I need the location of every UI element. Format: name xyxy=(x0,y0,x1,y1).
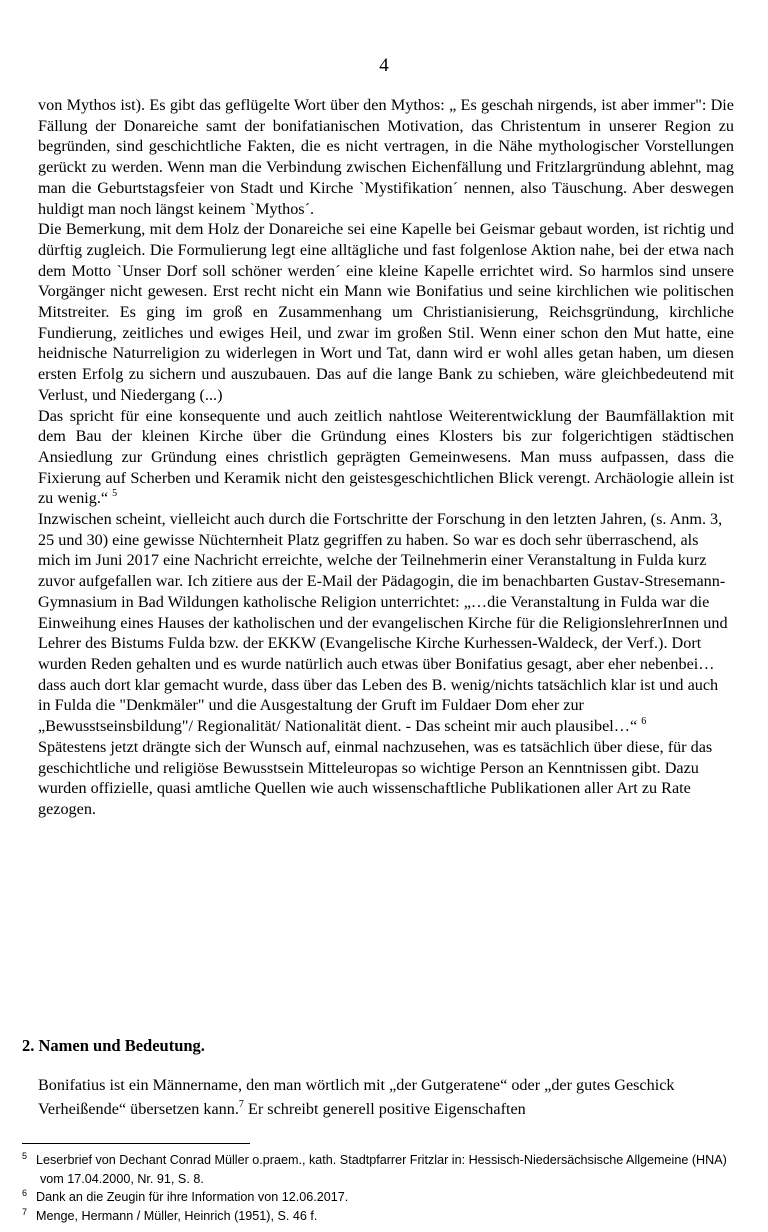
section-paragraph xyxy=(38,1073,738,1121)
body-text xyxy=(38,95,734,820)
paragraph-text: von Mythos ist). Es gibt das geflügelte Wort über den Mythos: „ Es geschah nirgends, ist aber immer": Die Fällung der Donareiche samt der bonifatianischen Motivation, das Christentum in unserer Region zu begründen, sind geschichtliche Fakten, die es nicht vertragen, in die Nähe mythologischer Vorstellungen gerückt zu werden. Wenn man die Verbindung zwischen Eichenfällung und Fritzlargründung ablehnt, mag man die Geburtstagsfeier von Stadt und Kirche `Mystifikation´ nennen, also Täuschung. Aber deswegen huldigt man noch längst keinem `Mythos´. xyxy=(38,96,734,218)
footnote-5: $^5$ Leserbrief von Dechant Conrad Müller o.praem., kath. Stadtpfarrer Fritzlar in: Hessisch-Niedersächsische Allgemeine (HNA) vom 17.04.2000, Nr. 91, S. 8. xyxy=(22,1151,727,1186)
paragraph-text: Inzwischen scheint, vielleicht auch durch die Fortschritte der Forschung in den letzten Jahren, (s. Anm. 3, 25 und 30) eine gewisse Nüchternheit Platz gegriffen zu haben. So war es doch sehr überraschend, als mich im Juni 2017 eine Nachricht erreichte, welche der Teilnehmerin einer Veranstaltung in Fulda kurz zuvor aufgefallen war. Ich zitiere aus der E-Mail der Pädagogin, die im benachbarten Gustav-Stresemann-Gymnasium in Bad Wildungen katholische Religion unterrichtet: „…die Veranstaltung in Fulda war die Einweihung eines Hauses der katholischen und der evangelischen Kirche für die ReligionslehrerInnen und Lehrer des Bistums Fulda bzw. der EKKW (Evangelische Kirche Kurhessen-Waldeck, der Verf.). Dort wurden Reden gehalten und es wurde natürlich auch etwas über Bonifatius gesagt, aber eher nebenbei…dass auch dort klar gemacht wurde, dass über das Leben des B. wenig/nichts tatsächlich klar ist und auch in Fulda die "Denkmäler" und die Ausgestaltung der Gruft im Fuldaer Dom eher zur „Bewusstseinsbildung"/ Regionalität/ Nationalität dient. - Das scheint mir auch plausibel…“ xyxy=(38,510,728,736)
footnote-reference[interactable]: 5 xyxy=(112,488,118,500)
footnote-6: $^6$ Dank an die Zeugin für ihre Information von 12.06.2017. xyxy=(22,1188,349,1204)
footnote-reference[interactable]: 6 xyxy=(641,716,647,728)
paragraph-text: Die Bemerkung, mit dem Holz der Donareiche sei eine Kapelle bei Geismar gebaut worden, ist richtig und dürftig zugleich. Die Formulierung legt eine alltägliche und fast folgenlose Aktion nahe, bei der etwa nach dem Motto `Unser Dorf soll schöner werden´ eine kleine Kapelle errichtet wird. So harmlos sind unsere Vorgänger nicht gewesen. Erst recht nicht ein Mann wie Bonifatius und seine kirchlichen wie politischen Mitstreiter. Es ging im groß en Zusammenhang um Christianisierung, Reichsgründung, kirchliche Fundierung, zeitliches und ewiges Heil, und zwar im großen Stil. Wenn einer schon den Mut hatte, eine heidnische Naturreligion zu widerlegen in Wort und Tat, dann wird er wohl alles getan haben, um diesen ersten Erfolg zu sichern und auszubauen. Das auf die lange Bank zu schieben, wäre gleichbedeutend mit Verlust, und Niedergang (...) xyxy=(38,220,734,404)
footnote-reference[interactable]: 7 xyxy=(238,1099,244,1110)
paragraph-4 xyxy=(38,509,734,737)
paragraph-2 xyxy=(38,219,734,405)
section-text-start: Bonifatius ist ein Männername, den man wörtlich mit „der Gutgeratene“ oder „der gutes Geschick Verheißende“ übersetzen kann. xyxy=(38,1076,675,1118)
paragraph-text: Spätestens jetzt drängte sich der Wunsch auf, einmal nachzusehen, was es tatsächlich über diese, für das geschichtliche und religiöse Bewusstsein Mitteleuropas so wichtige Person an Kenntnissen gibt. Dazu wurden offizielle, quasi amtliche Quellen wie auch wissenschaftliche Publikationen aller Art zu Rate gezogen. xyxy=(38,737,713,818)
footnotes xyxy=(22,1151,747,1225)
footnote-text: Dank an die Zeugin für ihre Information von 12.06.2017. xyxy=(36,1190,349,1204)
paragraph-5 xyxy=(38,737,734,820)
footnote-separator xyxy=(22,1143,250,1144)
page-number: 4 xyxy=(379,55,389,76)
paragraph-3 xyxy=(38,406,734,510)
footnote-7: $^7$ Menge, Hermann / Müller, Heinrich (1951), S. 46 f. xyxy=(22,1206,318,1223)
section-heading: 2. Namen und Bedeutung. xyxy=(22,1036,205,1055)
footnote-text: Menge, Hermann / Müller, Heinrich (1951), S. 46 f. xyxy=(36,1208,318,1223)
paragraph-text: Das spricht für eine konsequente und auch zeitlich nahtlose Weiterentwicklung der Baumfällaktion mit dem Bau der kleinen Kirche über die Gründung eines Klosters bis zur folgerichtigen städtischen Ansiedlung zur Gründung eines christlich geprägten Gemeinwesens. Man muss aufpassen, dass die Fixierung auf Scherben und Keramik nicht den geistesgeschichtlichen Blick verengt. Archäologie allein ist zu wenig.“ xyxy=(38,406,734,508)
section-text xyxy=(38,1073,738,1121)
paragraph-1 xyxy=(38,95,734,219)
section-text-end: Er schreibt generell positive Eigenschaften xyxy=(243,1100,526,1118)
footnote-text: Leserbrief von Dechant Conrad Müller o.praem., kath. Stadtpfarrer Fritzlar in: Hessisch-Niedersächsische Allgemeine (HNA) vom 17.04.2000, Nr. 91, S. 8. xyxy=(36,1153,727,1186)
